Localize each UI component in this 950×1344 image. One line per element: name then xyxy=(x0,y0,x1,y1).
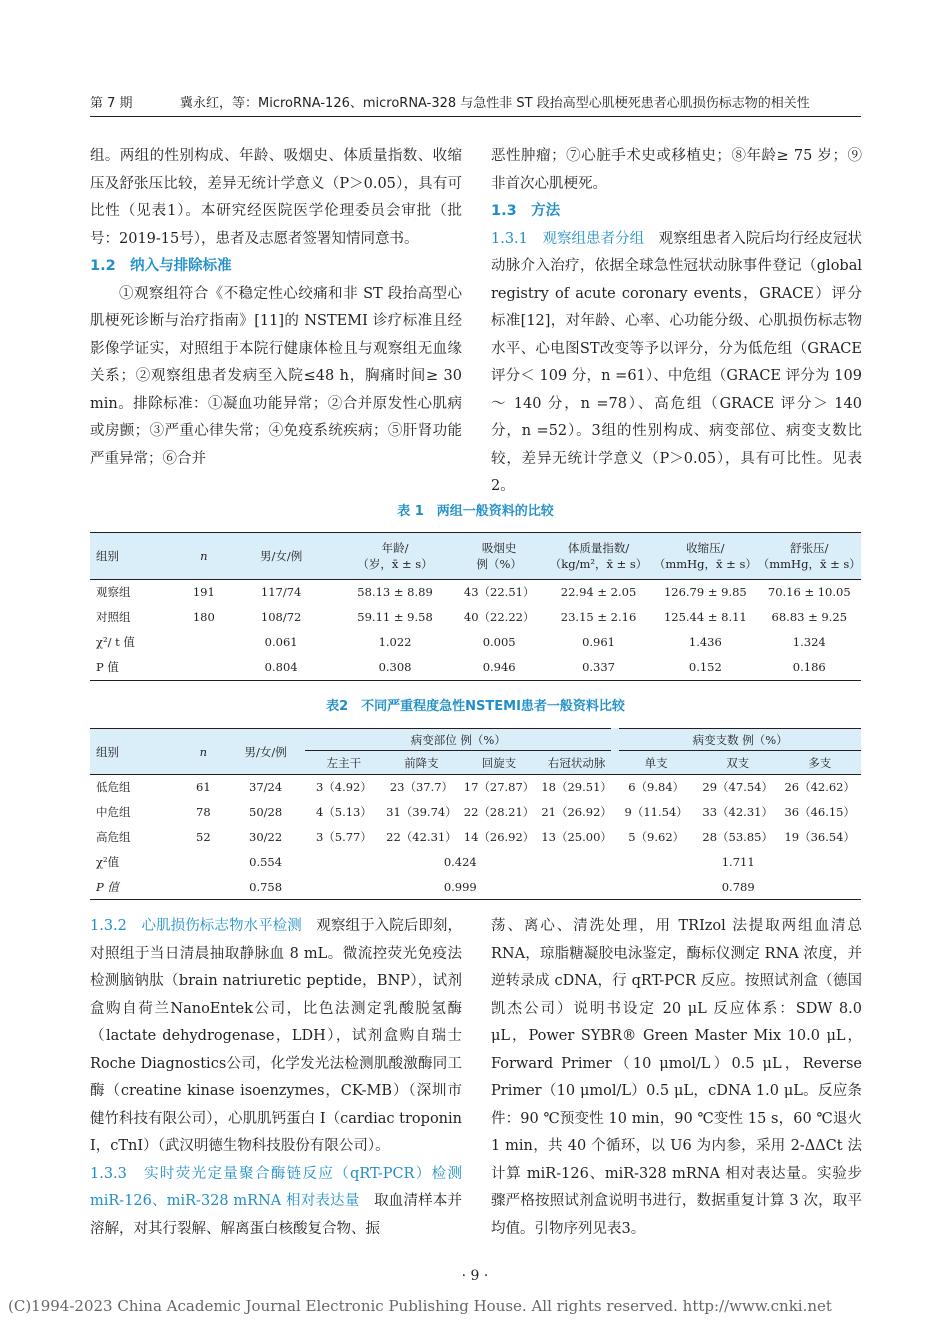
table-cell xyxy=(181,630,227,655)
table-cell: 22.94 ± 2.05 xyxy=(560,585,637,600)
page-number: · 9 · xyxy=(461,1268,489,1284)
table-cell: 70.16 ± 10.05 xyxy=(767,585,851,600)
table-subheader: 单支 xyxy=(644,755,668,770)
right-column-bottom xyxy=(491,913,862,1243)
table-row xyxy=(90,875,861,900)
table-subheader: 回旋支 xyxy=(481,755,517,770)
table-cell: 对照组 xyxy=(96,610,131,624)
section-heading: 1.3 方法 xyxy=(491,203,561,219)
table-header: 病变支数 例（%） xyxy=(615,729,861,751)
table-header: n xyxy=(199,744,208,759)
table-cell: 0.308 xyxy=(378,660,412,675)
table-header: 体质量指数/ xyxy=(567,541,630,555)
table-cell: 3（4.92） xyxy=(315,780,372,795)
table-cell: 30/22 xyxy=(249,830,283,844)
table-cell: 1.711 xyxy=(721,855,755,869)
paragraph: 组。两组的性别构成、年龄、吸烟史、体质量指数、收缩压及舒张压比较，差异无统计学意义（P＞0.05），具有可比性（见表1）。本研究经医院医学伦理委员会审批（批号：2019-15号），患者及志愿者签署知情同意书。 xyxy=(90,148,462,247)
table-cell: 22（42.31） xyxy=(386,830,457,844)
table-cell: 126.79 ± 9.85 xyxy=(663,585,747,600)
table-cell: 29（47.54） xyxy=(702,780,773,795)
paragraph: 观察组于入院后即刻，对照组于当日清晨抽取静脉血 8 mL。微流控荧光免疫法检测脑钠肽（brain natriuretic peptide，BNP），试剂盒购自荷兰NanoEntek公司，比色法测定乳酸脱氢酶（lactate dehydrogenase，LDH），试剂盒购自瑞士Roche Diagnostics公司，化学发光法检测肌酸激酶同工酶（creatine kinase isoenzymes，CK-MB）（深圳市健竹科技有限公司），心肌肌钙蛋白 I（cardiac troponin I，cTnI）（武汉明德生物科技股份有限公司）。 xyxy=(90,918,462,1154)
table-header-unit: （mmHg，x̄ ± s） xyxy=(757,557,861,571)
table-cell: 22（28.21） xyxy=(463,805,535,819)
table-cell: 26（42.62） xyxy=(784,780,855,795)
table-cell: 68.83 ± 9.25 xyxy=(771,610,848,624)
table-cell: 0.005 xyxy=(482,635,516,649)
table-header: 男/女/例 xyxy=(244,744,287,759)
table-cell: 117/74 xyxy=(260,585,302,600)
table-cell: 5（9.62） xyxy=(628,830,685,844)
subsection-heading: 1.3.3 实时荧光定量聚合酶链反应（qRT-PCR）检测 miR-126、miR-328 mRNA 相对表达量 xyxy=(90,1165,462,1209)
copyright-footer: (C)1994-2023 China Academic Journal Electronic Publishing House. All rights reserved. http://www.cnki.net xyxy=(8,1297,832,1315)
table-cell: 23（37.7） xyxy=(389,780,454,795)
table-subheader: 右冠状动脉 xyxy=(547,755,606,770)
table-cell: 0.999 xyxy=(443,879,477,894)
table-cell: 1.324 xyxy=(792,635,826,649)
table-cell: 0.961 xyxy=(582,635,615,649)
table-cell: χ²/ t 值 xyxy=(96,635,135,649)
running-head-title: 冀永红，等：MicroRNA-126、microRNA-328 与急性非 ST 段抬高型心肌梗死患者心肌损伤标志物的相关性 xyxy=(180,96,810,111)
table-subheader: 双支 xyxy=(726,755,750,770)
table-subheader: 前降支 xyxy=(404,755,439,770)
right-column-top xyxy=(491,143,862,501)
table-cell: 0.152 xyxy=(688,660,722,675)
table-row xyxy=(90,605,861,630)
table-header-unit: 例（%） xyxy=(476,557,522,571)
table-row xyxy=(90,655,861,681)
table-cell: 6（9.84） xyxy=(628,780,685,795)
table1-caption: 表 1 两组一般资料的比较 xyxy=(397,504,554,519)
table-cell: 37/24 xyxy=(249,780,283,795)
table-cell: 59.11 ± 9.58 xyxy=(357,610,433,624)
table-cell: 23.15 ± 2.16 xyxy=(560,610,637,624)
table-header: 收缩压/ xyxy=(686,541,725,555)
table-header-unit: （mmHg，x̄ ± s） xyxy=(653,557,757,571)
table-header: 舒张压/ xyxy=(790,541,829,555)
table-cell: 33（42.31） xyxy=(702,805,773,819)
issue-number: 第 7 期 xyxy=(90,96,133,111)
table-cell: 3（5.77） xyxy=(315,830,372,844)
section-heading: 1.2 纳入与排除标准 xyxy=(90,258,232,274)
table-cell: P 值 xyxy=(96,879,119,894)
table-cell: 1.436 xyxy=(688,635,722,649)
table-row xyxy=(90,580,861,605)
subsection-heading: 1.3.1 观察组患者分组 xyxy=(491,230,645,247)
table-cell: 观察组 xyxy=(96,585,131,600)
table-row xyxy=(90,775,861,800)
table-cell: 1.022 xyxy=(378,635,412,649)
table-cell: 50/28 xyxy=(249,805,283,819)
table-cell: 43（22.51） xyxy=(463,585,535,600)
table-cell: 180 xyxy=(192,610,215,624)
table-row xyxy=(90,630,861,655)
table-cell: P 值 xyxy=(96,660,119,675)
table-row xyxy=(90,850,861,875)
table-cell: 52 xyxy=(196,830,211,844)
table-cell: 125.44 ± 8.11 xyxy=(663,610,747,624)
table-cell: 191 xyxy=(192,585,215,600)
table-cell: 14（26.92） xyxy=(463,830,535,844)
table-row xyxy=(90,825,861,850)
table-cell: 108/72 xyxy=(260,610,302,624)
table-cell: 高危组 xyxy=(96,830,131,844)
paragraph: 取血清样本并溶解，对其行裂解、解离蛋白核酸复合物、振 xyxy=(90,1193,463,1237)
table-cell: 0.789 xyxy=(721,879,755,894)
table-header: 病变部位 例（%） xyxy=(305,729,615,751)
table-header: 男/女/例 xyxy=(260,549,303,563)
table-cell: 低危组 xyxy=(96,780,131,795)
table-header-unit: （岁，x̄ ± s） xyxy=(357,557,433,571)
table-cell: 中危组 xyxy=(96,805,131,819)
table-header: 年龄/ xyxy=(381,541,409,555)
table2 xyxy=(90,728,861,900)
table-header: 吸烟史 xyxy=(481,541,517,555)
table-cell: 0.758 xyxy=(249,879,283,894)
table-cell: 0.554 xyxy=(249,855,283,869)
table-cell: 0.337 xyxy=(582,660,615,675)
left-column-bottom xyxy=(90,913,462,1243)
table-header: n xyxy=(200,549,208,563)
table-cell: 58.13 ± 8.89 xyxy=(357,585,433,600)
paragraph: ①观察组符合《不稳定性心绞痛和非 ST 段抬高型心肌梗死诊断与治疗指南》[11]的 NSTEMI 诊疗标准且经影像学证实，对照组于本院行健康体检且与观察组无血缘关系；②观察组患者发病至入院≤48 h，胸痛时间≥ 30 min。排除标准：①凝血功能异常；②合并原发性心肌病或房颤；③严重心律失常；④免疫系统疾病；⑤肝肾功能严重异常；⑥合并 xyxy=(90,285,462,467)
table-subheader: 多支 xyxy=(808,755,832,770)
table-cell: 0.061 xyxy=(264,635,298,649)
table-header: 组别 xyxy=(96,549,119,563)
table-cell: 4（5.13） xyxy=(315,805,372,819)
table-header-unit: （kg/m²，x̄ ± s） xyxy=(549,557,648,571)
paragraph: 荡、离心、清洗处理，用 TRIzol 法提取两组血清总 RNA，琼脂糖凝胶电泳鉴定，酶标仪测定 RNA 浓度，并逆转录成 cDNA，行 qRT-PCR 反应。按照试剂盒（德国凯杰公司）说明书设定 20 μL 反应体系：SDW 8.0 μL，Power SYBR® Green Master Mix 10.0 μL，Forward Primer（10 μmol/L）0.5 μL，Reverse Primer（10 μmol/L）0.5 μL，cDNA 1.0 μL。反应条件：90 ℃预变性 10 min，90 ℃变性 15 s，60 ℃退火 1 min，共 40 个循环，以 U6 为内参，采用 2-ΔΔCt 法计算 miR-126、miR-328 mRNA 相对表达量。实验步骤严格按照试剂盒说明书进行，数据重复计算 3 次，取平均值。引物序列见表3。 xyxy=(491,918,862,1237)
paragraph: 观察组患者入院后均行经皮冠状动脉介入治疗，依据全球急性冠状动脉事件登记（global registry of acute coronary events，GRACE）评分标准[12]，对年龄、心率、心功能分级、心肌损伤标志物水平、心电图ST改变等予以评分，分为低危组（GRACE 评分＜ 109 分，n =61）、中危组（GRACE 评分为 109 ～ 140 分，n =78）、高危组（GRACE 评分＞ 140 分，n =52）。3组的性别构成、病变部位、病变支数比较，差异无统计学意义（P＞0.05），具有可比性。见表2。 xyxy=(491,230,863,494)
table-cell: χ²值 xyxy=(96,855,120,869)
table-cell: 28（53.85） xyxy=(702,830,773,844)
table-cell: 61 xyxy=(196,780,211,795)
table-cell: 0.186 xyxy=(792,660,826,675)
table-cell: 17（27.87） xyxy=(463,780,535,795)
table-row xyxy=(90,800,861,825)
subsection-heading: 1.3.2 心肌损伤标志物水平检测 xyxy=(90,918,302,934)
table-cell: 31（39.74） xyxy=(386,805,457,819)
table-cell xyxy=(181,655,227,681)
table-cell: 19（36.54） xyxy=(784,830,855,844)
table-cell: 9（11.54） xyxy=(624,805,688,819)
table-cell: 0.804 xyxy=(264,660,298,675)
table-subheader: 左主干 xyxy=(326,755,362,770)
table-cell: 36（46.15） xyxy=(784,805,855,819)
table-cell: 21（26.92） xyxy=(541,805,612,819)
table1 xyxy=(90,532,861,681)
table-cell: 0.424 xyxy=(443,855,477,869)
table-header: 组别 xyxy=(96,744,119,759)
table-cell: 18（29.51） xyxy=(541,780,612,795)
paragraph: 恶性肿瘤；⑦心脏手术史或移植史；⑧年龄≥ 75 岁；⑨非首次心肌梗死。 xyxy=(491,148,862,192)
left-column-top xyxy=(90,143,462,473)
table-cell: 13（25.00） xyxy=(541,830,612,844)
table-cell: 40（22.22） xyxy=(463,610,535,624)
header-rule xyxy=(90,116,861,117)
table-cell: 78 xyxy=(196,805,211,819)
table-cell: 0.946 xyxy=(482,660,516,675)
table2-caption: 表2 不同严重程度急性NSTEMI患者一般资料比较 xyxy=(326,699,625,714)
